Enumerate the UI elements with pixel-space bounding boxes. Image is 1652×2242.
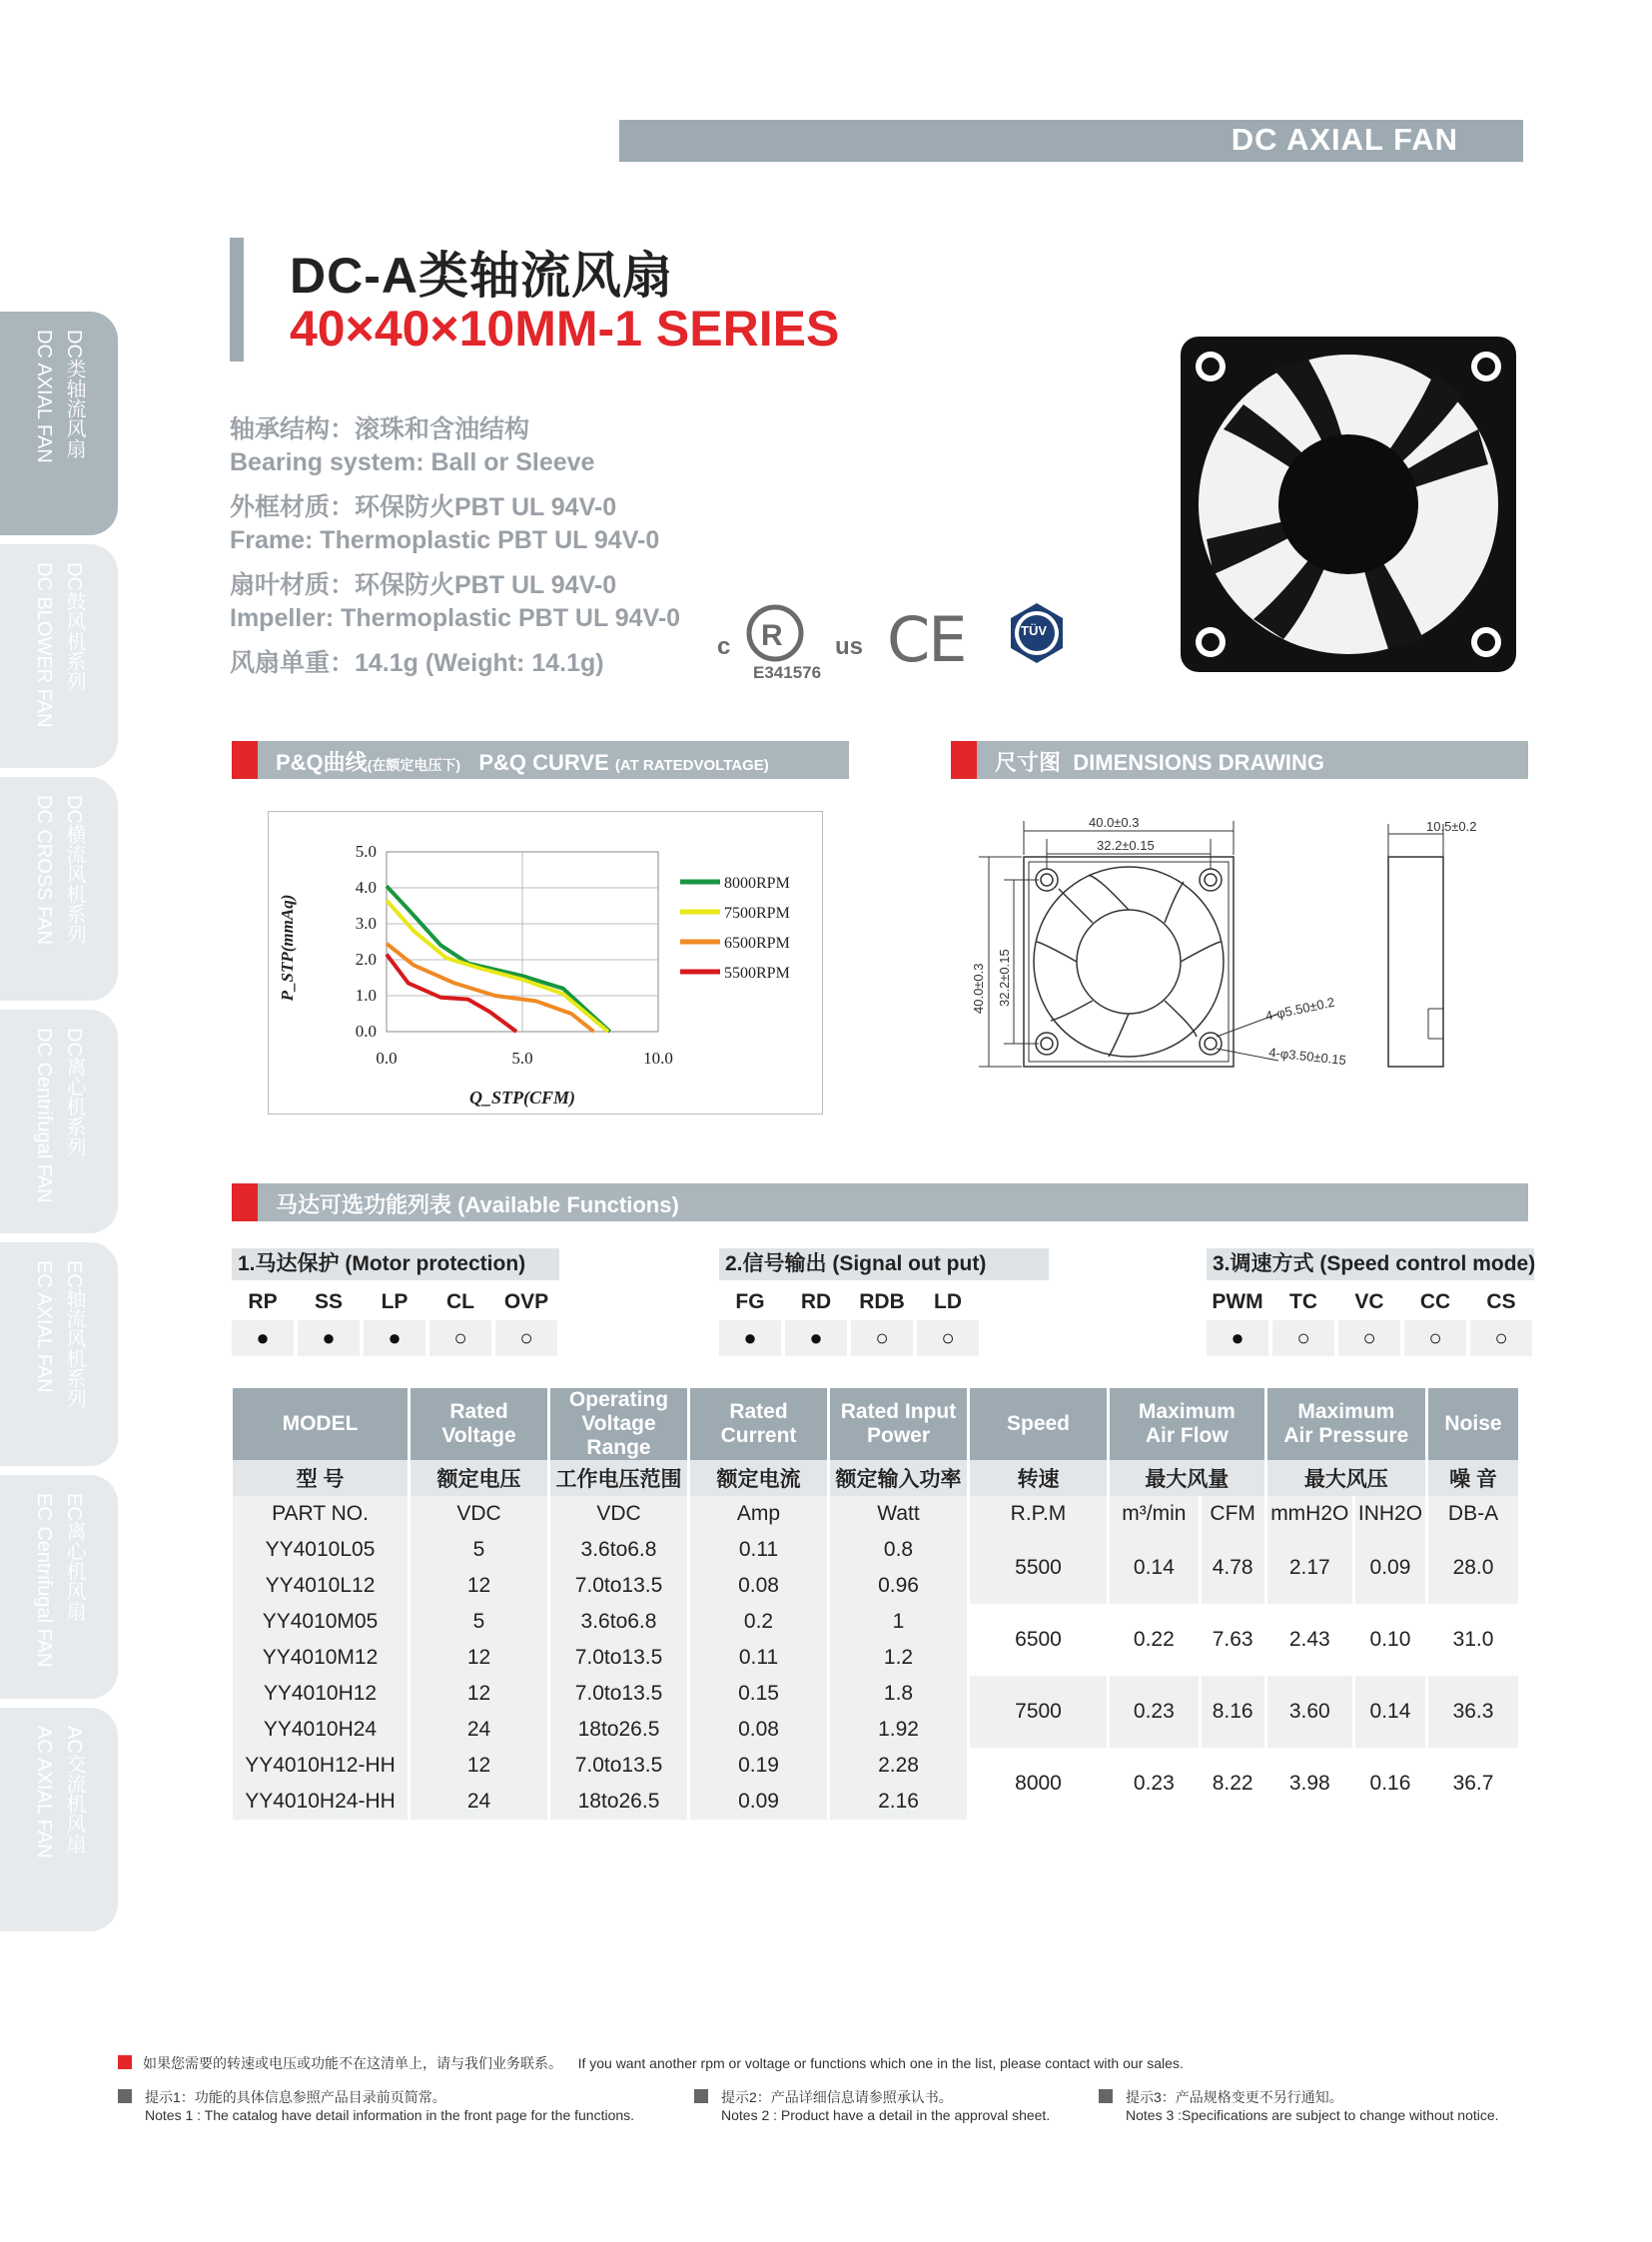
table-group-cell: 0.22: [1110, 1604, 1199, 1676]
ul-c-mark: c: [717, 633, 731, 660]
function-group-2: [1207, 1248, 1534, 1356]
table-group-cell: 31.0: [1428, 1604, 1518, 1676]
table-cn-header-cell: 额定电流: [690, 1460, 827, 1496]
table-model-cell: YY4010H12: [233, 1676, 408, 1712]
function-item-label: TC: [1289, 1290, 1317, 1313]
y-tick-label: 3.0: [355, 914, 377, 933]
table-cell: 0.11: [690, 1640, 827, 1676]
table-header-text: Speed: [1006, 1412, 1071, 1435]
table-group-cell: 7.63: [1202, 1604, 1264, 1676]
function-item-label: SS: [314, 1290, 343, 1313]
footer-main-cn: 如果您需要的转速或电压或功能不在这清单上，请与我们业务联系。: [143, 2055, 562, 2071]
dim-thickness: 10.5±0.2: [1426, 819, 1477, 834]
x-tick-label: 0.0: [376, 1049, 398, 1068]
footer-main-note: [143, 2053, 1184, 2073]
table-unit-cell: R.P.M: [970, 1496, 1107, 1532]
side-tab-4[interactable]: [0, 1242, 118, 1466]
table-header-cell: [830, 1388, 967, 1460]
dim-height-inner: 32.2±0.15: [997, 949, 1012, 1007]
functions-section-accent: [232, 1183, 258, 1221]
table-model-cell: YY4010L05: [233, 1532, 408, 1568]
legend-label: 6500RPM: [724, 935, 790, 952]
table-header-text: Maximum: [1138, 1400, 1236, 1423]
table-cell: 7.0to13.5: [550, 1676, 687, 1712]
table-group-cell: 8000: [970, 1748, 1107, 1820]
y-tick-label: 5.0: [355, 842, 377, 861]
table-unit-cell: DB-A: [1428, 1496, 1518, 1532]
table-model-cell: YY4010M12: [233, 1640, 408, 1676]
table-unit-cell: Watt: [830, 1496, 967, 1532]
legend-label: 5500RPM: [724, 965, 790, 982]
table-header-text: Current: [720, 1424, 797, 1447]
table-model-cell: YY4010H12-HH: [233, 1748, 408, 1784]
function-item-row: [719, 1290, 1049, 1314]
series-line-5500RPM: [387, 955, 516, 1032]
pq-section-header: [232, 741, 849, 779]
spec-frame-cn: 外框材质：环保防火PBT UL 94V-0: [230, 493, 617, 521]
function-mark-cell: [785, 1320, 847, 1356]
table-unit-cell: CFM: [1202, 1496, 1264, 1532]
functions-section-title: 马达可选功能列表 (Available Functions): [276, 1192, 679, 1217]
table-group-cell: 4.78: [1202, 1532, 1264, 1604]
spec-bearing-en: Bearing system: Ball or Sleeve: [230, 448, 595, 476]
function-mark-row: [1207, 1320, 1534, 1356]
table-header-text: Rated: [449, 1400, 508, 1423]
table-header-text: Rated Input: [840, 1400, 957, 1423]
dim-title-cn: 尺寸图: [995, 750, 1062, 775]
empty-circle-icon: ○: [519, 1325, 533, 1350]
tuv-logo: [1005, 601, 1069, 665]
footer-note2-en: Notes 2 : Product have a detail in the approval sheet.: [721, 2107, 1051, 2123]
footer-note3-en: Notes 3 :Specifications are subject to change without notice.: [1126, 2107, 1499, 2123]
x-axis-label: Q_STP(CFM): [468, 1088, 576, 1108]
function-mark-cell: [851, 1320, 913, 1356]
side-tab-label-en: DC AXIAL FAN: [33, 330, 55, 463]
function-mark-cell: [1207, 1320, 1268, 1356]
table-group-cell: 2.17: [1267, 1532, 1352, 1604]
table-unit-cell: INH2O: [1355, 1496, 1425, 1532]
filled-circle-icon: ●: [322, 1325, 336, 1350]
table-group-cell: 0.23: [1110, 1748, 1199, 1820]
table-group-cell: 36.7: [1428, 1748, 1518, 1820]
function-mark-cell: [232, 1320, 294, 1356]
table-cell: 3.6to6.8: [550, 1604, 687, 1640]
spec-table: [230, 1388, 1521, 1820]
function-group-title: 3.调速方式 (Speed control mode): [1207, 1248, 1534, 1280]
table-unit-cell: mmH2O: [1267, 1496, 1352, 1532]
table-header-cell: [233, 1388, 408, 1460]
table-cell: 0.08: [690, 1568, 827, 1604]
footer-note1-cn: 提示1：功能的具体信息参照产品目录前页简常。: [145, 2089, 446, 2105]
table-cn-header-cell: 额定输入功率: [830, 1460, 967, 1496]
function-mark-cell: [1272, 1320, 1334, 1356]
side-tab-5[interactable]: [0, 1475, 118, 1699]
empty-circle-icon: ○: [1362, 1325, 1376, 1350]
table-cell: 18to26.5: [550, 1712, 687, 1748]
table-cn-header-cell: 最大风量: [1110, 1460, 1264, 1496]
side-tab-label-en: DC BLOWER FAN: [33, 562, 55, 728]
table-group-cell: 3.60: [1267, 1676, 1352, 1748]
table-cell: 0.8: [830, 1532, 967, 1568]
dim-hole-outer: 4-φ5.50±0.2: [1263, 994, 1336, 1024]
dim-width-outer: 40.0±0.3: [1089, 815, 1140, 830]
table-header-text: Operating: [568, 1388, 669, 1411]
side-tab-label-cn: DC类轴流风扇: [63, 330, 85, 458]
table-cell: 1.8: [830, 1676, 967, 1712]
empty-circle-icon: ○: [1296, 1325, 1310, 1350]
ul-logo: [717, 599, 867, 689]
footer-note3-cn: 提示3：产品规格变更不另行通知。: [1126, 2089, 1343, 2105]
function-item-row: [1207, 1290, 1534, 1314]
filled-circle-icon: ●: [388, 1325, 402, 1350]
table-row: [233, 1676, 1518, 1712]
function-mark-cell: [495, 1320, 557, 1356]
function-item-row: [232, 1290, 559, 1314]
function-mark-cell: [364, 1320, 425, 1356]
table-cell: 24: [411, 1712, 547, 1748]
spec-bearing-cn: 轴承结构：滚珠和含油结构: [230, 415, 530, 443]
y-tick-label: 4.0: [355, 878, 377, 897]
table-cn-header-cell: 型 号: [233, 1460, 408, 1496]
table-cell: 7.0to13.5: [550, 1568, 687, 1604]
side-tab-label-cn: DC横流风机系列: [63, 795, 85, 944]
table-header-text: Air Flow: [1145, 1424, 1229, 1447]
empty-circle-icon: ○: [1494, 1325, 1508, 1350]
table-cn-header-cell: 工作电压范围: [550, 1460, 687, 1496]
function-item-label: RD: [800, 1290, 832, 1313]
table-header-text: Noise: [1444, 1412, 1502, 1435]
footer-note2-cn: 提示2：产品详细信息请参照承认书。: [721, 2089, 953, 2105]
x-tick-label: 5.0: [511, 1049, 533, 1068]
fan-product-image: [1179, 335, 1518, 674]
table-model-cell: YY4010M05: [233, 1604, 408, 1640]
table-cell: 12: [411, 1640, 547, 1676]
table-cn-header-row: [233, 1460, 1518, 1496]
function-mark-row: [232, 1320, 559, 1356]
pq-chart-svg: [269, 812, 822, 1114]
table-header-cell: [1110, 1388, 1264, 1460]
table-cell: 3.6to6.8: [550, 1532, 687, 1568]
table-row: [233, 1604, 1518, 1640]
page-title: DC-A类轴流风扇: [290, 248, 673, 304]
function-mark-cell: [719, 1320, 781, 1356]
table-group-cell: 5500: [970, 1532, 1107, 1604]
legend-label: 7500RPM: [724, 905, 790, 922]
page-subtitle: 40×40×10MM-1 SERIES: [290, 301, 840, 357]
pq-title-en-small: (AT RATEDVOLTAGE): [614, 757, 769, 774]
table-body: [233, 1460, 1518, 1820]
side-tab-label-cn: DC离心机系列: [63, 1028, 85, 1156]
series-line-8000RPM: [387, 886, 610, 1032]
function-mark-cell: [1470, 1320, 1532, 1356]
title-accent-bar: [230, 238, 244, 362]
footer-main-en: If you want another rpm or voltage or functions which one in the list, please contact with our sales.: [577, 2055, 1184, 2071]
side-tab-label-cn: EC轴流风机系列: [63, 1260, 85, 1408]
table-group-cell: 28.0: [1428, 1532, 1518, 1604]
header-title: DC AXIAL FAN: [1231, 122, 1458, 157]
side-tab-label-en: EC Centrifugal FAN: [33, 1493, 55, 1668]
table-cell: 0.09: [690, 1784, 827, 1820]
table-cell: 0.2: [690, 1604, 827, 1640]
ul-us-mark: us: [835, 633, 864, 660]
function-item-label: LP: [381, 1290, 409, 1313]
side-tab-0[interactable]: [0, 312, 118, 535]
svg-text:R: R: [761, 619, 783, 652]
table-header-cell: [970, 1388, 1107, 1460]
table-unit-cell: VDC: [550, 1496, 687, 1532]
table-cn-header-cell: 最大风压: [1267, 1460, 1425, 1496]
filled-circle-icon: ●: [256, 1325, 270, 1350]
table-header-cell: [1428, 1388, 1518, 1460]
spec-impeller-cn: 扇叶材质：环保防火PBT UL 94V-0: [230, 571, 617, 599]
table-cell: 7.0to13.5: [550, 1640, 687, 1676]
table-model-cell: YY4010H24: [233, 1712, 408, 1748]
function-item-label: LD: [934, 1290, 962, 1313]
table-group-cell: 0.23: [1110, 1676, 1199, 1748]
function-item-label: OVP: [503, 1290, 549, 1313]
table-cell: 0.15: [690, 1676, 827, 1712]
empty-circle-icon: ○: [875, 1325, 889, 1350]
table-cn-header-cell: 噪 音: [1428, 1460, 1518, 1496]
header-bar: [619, 120, 1523, 162]
table-unit-cell: Amp: [690, 1496, 827, 1532]
function-group-title: 1.马达保护 (Motor protection): [232, 1248, 559, 1280]
table-group-cell: 0.16: [1355, 1748, 1425, 1820]
table-group-cell: 6500: [970, 1604, 1107, 1676]
table-cell: 1: [830, 1604, 967, 1640]
filled-circle-icon: ●: [743, 1325, 757, 1350]
x-tick-label: 10.0: [643, 1049, 673, 1068]
functions-section-header: [232, 1183, 1528, 1221]
side-tab-label-en: AC AXIAL FAN: [33, 1726, 55, 1859]
side-tab-label-en: DC CROSS FAN: [33, 795, 55, 946]
pq-chart: [268, 811, 823, 1115]
dimensions-drawing: [959, 809, 1518, 1128]
side-tab-1[interactable]: [0, 544, 118, 768]
function-group-title: 2.信号输出 (Signal out put): [719, 1248, 1049, 1280]
table-group-cell: 8.16: [1202, 1676, 1264, 1748]
y-tick-label: 1.0: [355, 986, 377, 1005]
dim-section-header: [951, 741, 1528, 779]
function-mark-cell: [1338, 1320, 1400, 1356]
side-tab-2[interactable]: [0, 777, 118, 1001]
empty-circle-icon: ○: [453, 1325, 467, 1350]
y-tick-label: 0.0: [355, 1022, 377, 1041]
dim-hole-inner: 4-φ3.50±0.15: [1267, 1045, 1347, 1069]
table-row: [233, 1748, 1518, 1784]
spec-impeller-en: Impeller: Thermoplastic PBT UL 94V-0: [230, 604, 681, 632]
table-group-cell: 3.98: [1267, 1748, 1352, 1820]
table-cell: 2.16: [830, 1784, 967, 1820]
table-header-cell: [550, 1388, 687, 1460]
function-item-label: RDB: [859, 1290, 905, 1313]
legend-label: 8000RPM: [724, 875, 790, 892]
footer-main-square: [118, 2055, 132, 2069]
pq-section-title: [276, 746, 769, 777]
table-group-cell: 36.3: [1428, 1676, 1518, 1748]
function-mark-cell: [429, 1320, 491, 1356]
function-item-label: PWM: [1212, 1290, 1263, 1313]
side-tab-label-cn: AC交流机风扇: [63, 1726, 85, 1854]
table-header-text: Voltage Range: [581, 1412, 656, 1459]
y-axis-label: P_STP(mmAq): [278, 894, 297, 1002]
table-cell: 5: [411, 1532, 547, 1568]
empty-circle-icon: ○: [1428, 1325, 1442, 1350]
table-unit-cell: m³/min: [1110, 1496, 1199, 1532]
table-cell: 7.0to13.5: [550, 1748, 687, 1784]
spec-frame-en: Frame: Thermoplastic PBT UL 94V-0: [230, 526, 660, 554]
filled-circle-icon: ●: [809, 1325, 823, 1350]
table-cell: 12: [411, 1568, 547, 1604]
table-header-text: Maximum: [1297, 1400, 1395, 1423]
table-cell: 2.28: [830, 1748, 967, 1784]
table-cell: 12: [411, 1676, 547, 1712]
pq-title-cn-small: (在额定电压下): [367, 757, 461, 773]
table-cell: 1.2: [830, 1640, 967, 1676]
side-tab-3[interactable]: [0, 1010, 118, 1233]
side-tab-label-cn: EC离心机风扇: [63, 1493, 85, 1621]
side-tab-6[interactable]: [0, 1708, 118, 1931]
table-model-cell: YY4010H24-HH: [233, 1784, 408, 1820]
table-header-cell: [1267, 1388, 1425, 1460]
dim-title-en: DIMENSIONS DRAWING: [1073, 750, 1325, 775]
function-mark-cell: [917, 1320, 979, 1356]
ce-mark: CE: [887, 603, 966, 676]
table-header-row: [233, 1388, 1518, 1460]
table-group-cell: 0.14: [1110, 1532, 1199, 1604]
table-units-row: [233, 1496, 1518, 1532]
table-group-cell: 8.22: [1202, 1748, 1264, 1820]
function-item-label: CL: [446, 1290, 474, 1313]
function-item-label: CS: [1486, 1290, 1516, 1313]
table-model-cell: YY4010L12: [233, 1568, 408, 1604]
function-mark-cell: [1404, 1320, 1466, 1356]
function-item-label: RP: [248, 1290, 278, 1313]
footer-note1-en: Notes 1 : The catalog have detail information in the front page for the functions.: [145, 2107, 635, 2123]
empty-circle-icon: ○: [941, 1325, 955, 1350]
spec-weight: 风扇单重：14.1g (Weight: 14.1g): [230, 649, 604, 677]
table-header-text: Power: [866, 1424, 931, 1447]
table-group-cell: 7500: [970, 1676, 1107, 1748]
function-item-label: VC: [1354, 1290, 1384, 1313]
function-group-0: [232, 1248, 559, 1356]
dim-height-outer: 40.0±0.3: [971, 963, 986, 1014]
table-cell: 18to26.5: [550, 1784, 687, 1820]
side-tab-label-cn: DC鼓风机系列: [63, 562, 85, 691]
footer-note3-square: [1099, 2089, 1113, 2103]
table-cn-header-cell: 转速: [970, 1460, 1107, 1496]
table-group-cell: 2.43: [1267, 1604, 1352, 1676]
side-tab-label-en: DC Centrifugal FAN: [33, 1028, 55, 1203]
pq-section-accent: [232, 741, 258, 779]
function-mark-cell: [298, 1320, 360, 1356]
table-unit-cell: VDC: [411, 1496, 547, 1532]
footer-note1-square: [118, 2089, 132, 2103]
table-group-cell: 0.14: [1355, 1676, 1425, 1748]
table-cn-header-cell: 额定电压: [411, 1460, 547, 1496]
ul-file-number: E341576: [753, 663, 822, 682]
table-cell: 5: [411, 1604, 547, 1640]
table-row: [233, 1532, 1518, 1568]
table-header-cell: [411, 1388, 547, 1460]
dim-section-title: [995, 746, 1324, 777]
filled-circle-icon: ●: [1231, 1325, 1244, 1350]
function-group-1: [719, 1248, 1049, 1356]
table-header-text: Voltage: [441, 1424, 516, 1447]
table-group-cell: 0.09: [1355, 1532, 1425, 1604]
table-cell: 1.92: [830, 1712, 967, 1748]
y-tick-label: 2.0: [355, 950, 377, 969]
table-group-cell: 0.10: [1355, 1604, 1425, 1676]
dim-width-inner: 32.2±0.15: [1097, 838, 1155, 853]
footer-note2-square: [694, 2089, 708, 2103]
table-cell: 0.96: [830, 1568, 967, 1604]
table-header-text: Air Pressure: [1283, 1424, 1409, 1447]
function-item-label: CC: [1419, 1290, 1451, 1313]
function-item-label: FG: [735, 1290, 765, 1313]
table-cell: 0.08: [690, 1712, 827, 1748]
table-header-text: MODEL: [282, 1412, 359, 1435]
pq-title-en: P&Q CURVE: [478, 750, 609, 775]
side-tab-label-en: EC AXIAL FAN: [33, 1260, 55, 1393]
function-mark-row: [719, 1320, 1049, 1356]
pq-title-cn: P&Q曲线: [276, 750, 368, 775]
table-cell: 12: [411, 1748, 547, 1784]
dim-section-accent: [951, 741, 977, 779]
table-header-text: Rated: [729, 1400, 788, 1423]
tuv-text: TÜV: [1021, 623, 1047, 638]
table-cell: 0.11: [690, 1532, 827, 1568]
table-cell: 24: [411, 1784, 547, 1820]
table-header-cell: [690, 1388, 827, 1460]
table-cell: 0.19: [690, 1748, 827, 1784]
table-unit-cell: PART NO.: [233, 1496, 408, 1532]
